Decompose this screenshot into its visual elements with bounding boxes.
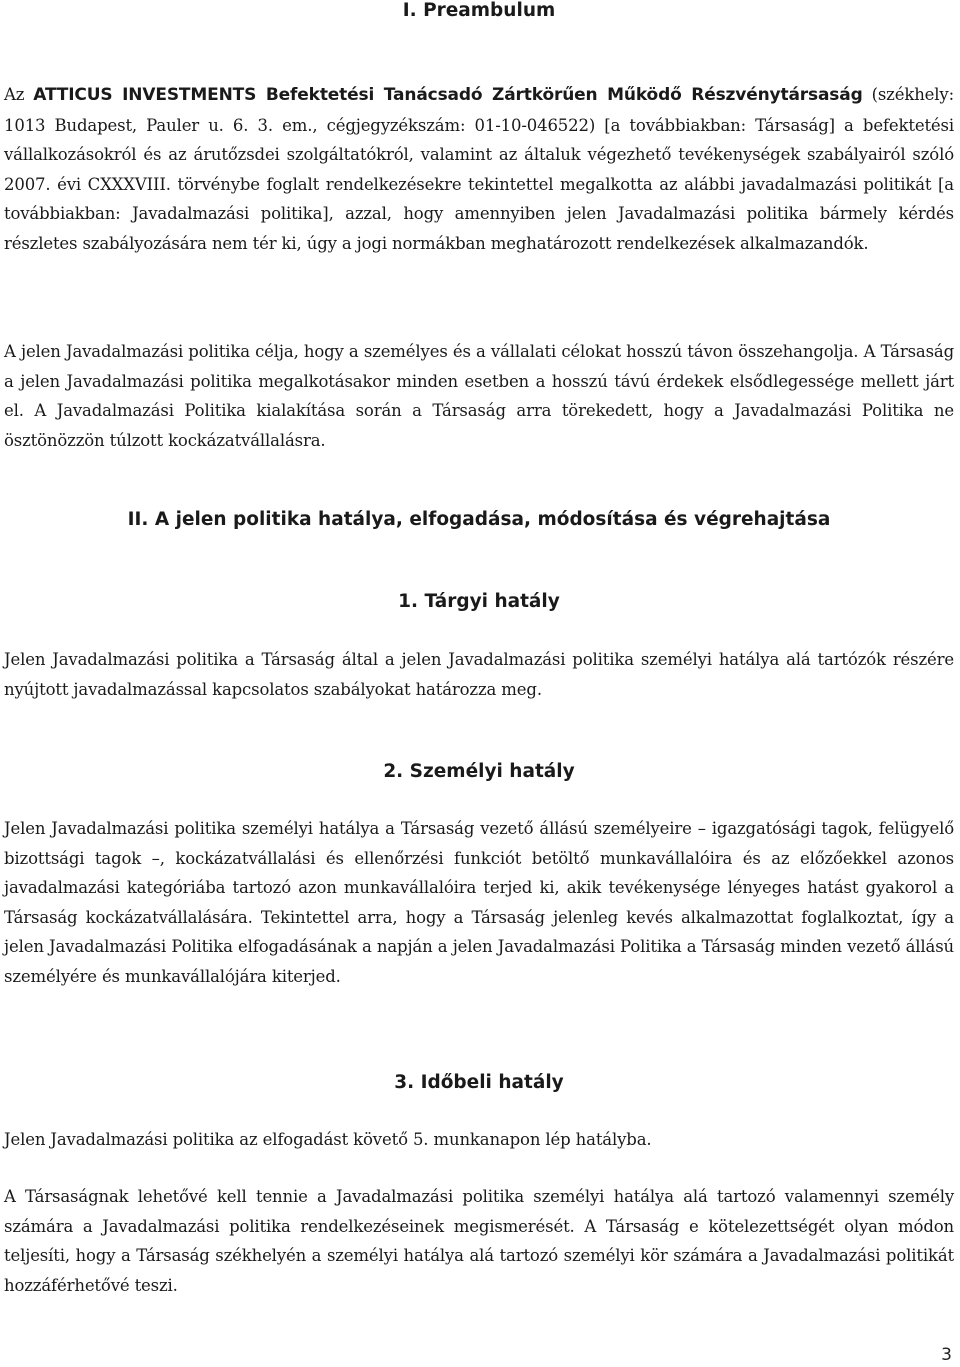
preamble-paragraph-2: A jelen Javadalmazási politika célja, hogy a személyes és a vállalati célokat hosszú távon összehangolja. A Társaság a jelen Javadalmazási politika megalkotásakor minden esetben a hosszú távú érdekek elsődlegessége mellett járt el. A Javadalmazási Politika kialakítása során a Társaság arra törekedett, hogy a Javadalmazási Politika ne ösztönözzön túlzott kockázatvállalásra. — [4, 342, 954, 450]
subsection-3-text-1: Jelen Javadalmazási politika az elfogadást követő 5. munkanapon lép hatályba. — [4, 1130, 652, 1149]
preamble-pre: Az — [4, 85, 34, 104]
section-2-title: II. A jelen politika hatálya, elfogadása, módosítása és végrehajtása — [127, 509, 831, 530]
subsection-3-text-2: A Társaságnak lehetővé kell tennie a Javadalmazási politika személyi hatálya alá tartozó valamennyi személy számára a Javadalmazási politika rendelkezéseinek megismerését. A Társaság e kötelezettségét olyan módon teljesíti, hogy a Társaság székhelyén a személyi hatálya alá tartozó személyi kör számára a Javadalmazási politikát hozzáférhetővé teszi. — [4, 1187, 954, 1295]
subsection-1-text: Jelen Javadalmazási politika a Társaság által a jelen Javadalmazási politika személyi hatálya alá tartózók részére nyújtott javadalmazással kapcsolatos szabályokat határozza meg. — [4, 650, 954, 699]
subsection-2-title: 2. Személyi hatály — [383, 761, 575, 782]
preamble-title: I. Preambulum — [402, 0, 556, 21]
subsection-3-title: 3. Időbeli hatály — [394, 1072, 564, 1093]
preamble-rest: (székhely: 1013 Budapest, Pauler u. 6. 3. em., cégjegyzékszám: 01-10-046522) [a továbbiakban: Társaság] a befektetési vállalkozásokról és az árutőzsdei szolgáltatókról, valamint az általuk végezhető tevékenységek szabályairól szóló 2007. évi CXXXVIII. törvénybe foglalt rendelkezésekre tekintettel megalkotta az alábbi javadalmazási politikát [a továbbiakban: Javadalmazási politika], azzal, hogy amennyiben jelen Javadalmazási politika bármely kérdés részletes szabályozására nem tér ki, úgy a jogi normákban meghatározott rendelkezések alkalmazandók. — [4, 85, 954, 253]
preamble-paragraph-1 — [4, 80, 954, 258]
page-number: 3 — [941, 1345, 952, 1365]
company-name: ATTICUS INVESTMENTS Befektetési Tanácsadó Zártkörűen Működő Részvénytársaság — [33, 85, 863, 105]
subsection-1-title: 1. Tárgyi hatály — [398, 591, 560, 612]
subsection-2-text: Jelen Javadalmazási politika személyi hatálya a Társaság vezető állású személyeire – igazgatósági tagok, felügyelő bizottsági tagok –, kockázatvállalási és ellenőrzési funkciót betöltő munkavállalóira és az előzőekkel azonos javadalmazási kategóriába tartozó azon munkavállalóira terjed ki, akik tevékenysége lényeges hatást gyakorol a Társaság kockázatvállalására. Tekintettel arra, hogy a Társaság jelenleg kevés alkalmazottat foglalkoztat, így a jelen Javadalmazási Politika elfogadásának a napján a jelen Javadalmazási Politika a Társaság minden vezető állású személyére és munkavállalójára kiterjed. — [4, 819, 954, 986]
